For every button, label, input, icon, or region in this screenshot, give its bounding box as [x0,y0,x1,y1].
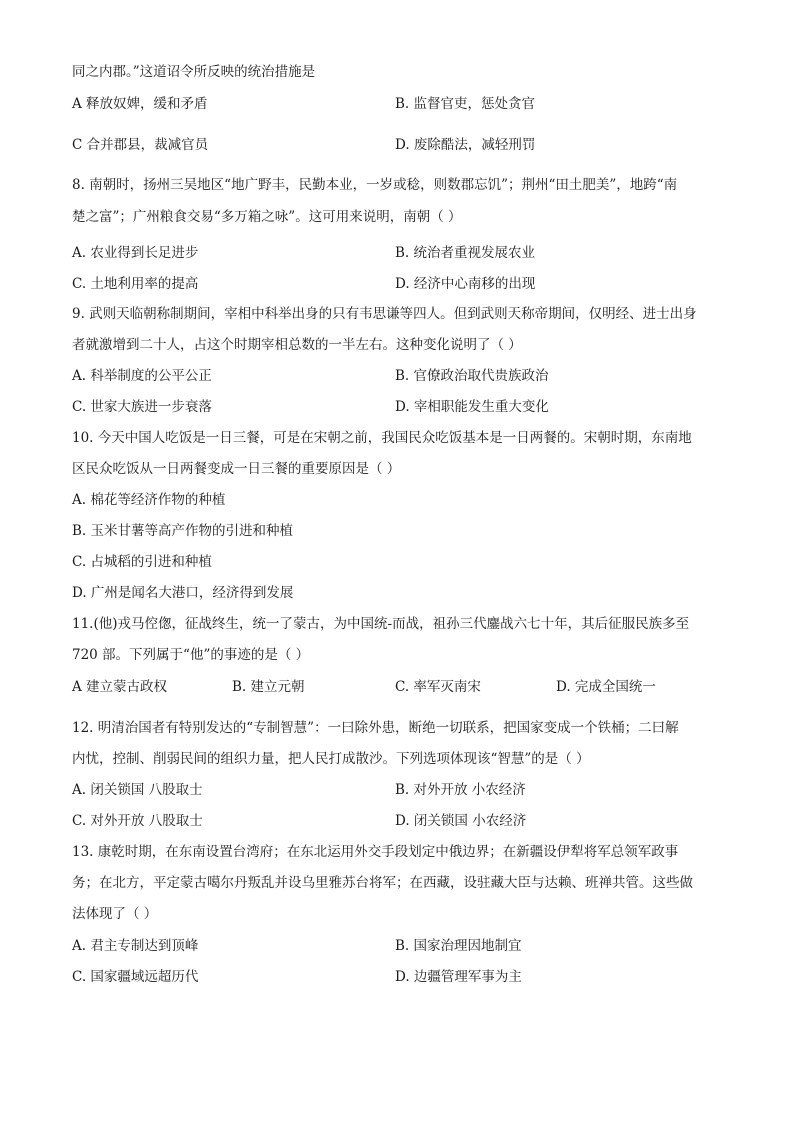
option-row [72,274,732,294]
option-a[interactable]: A. 科举制度的公平公正 [72,368,212,384]
option-row [72,811,732,831]
question-stem-line-3: 法体现了（ ） [72,906,158,922]
question-stem-line-2: 楚之富”；广州粮食交易“多万箱之咏”。这可用来说明，南朝（ ） [72,209,462,225]
option-b[interactable]: B. 玉米甘薯等高产作物的引进和种植 [72,523,294,539]
option-c[interactable]: C. 国家疆域远超历代 [72,969,199,985]
option-row [72,243,732,263]
option-b[interactable]: B. 官僚政治取代贵族政治 [395,368,549,384]
question-stem-line-2: 者就激增到二十人，占这个时期宰相总数的一半左右。这种变化说明了（ ） [72,337,522,353]
option-d[interactable]: D. 废除酷法，减轻刑罚 [395,137,536,153]
question-13 [72,842,732,987]
question-stem-line-2: 务；在北方，平定蒙古噶尔丹叛乱并设乌里雅苏台将军；在西藏，设驻藏大臣与达赖、班禅共管。这些做 [72,875,693,891]
question-stem-line-2: 区民众吃饭从一日两餐变成一日三餐的重要原因是（ ） [72,461,401,477]
question-8 [72,175,732,294]
option-b[interactable]: B. 统治者重视发展农业 [395,245,536,261]
option-a[interactable]: A. 棉花等经济作物的种植 [72,492,226,508]
option-c[interactable]: C. 世家大族进一步衰落 [72,399,212,415]
question-stem-line-1: 12. 明清治国者有特别发达的“专制智慧”：一曰除外患，断绝一切联系，把国家变成一个铁桶；二曰解 [72,720,679,736]
question-stem: 同之内郡。”这道诏令所反映的统治措施是 [72,64,316,80]
question-11 [72,614,732,697]
option-c[interactable]: C. 土地利用率的提高 [72,276,199,292]
question-stem-line-1: 11.(他)戎马倥偬，征战终生，统一了蒙古，为中国统-而战，祖孙三代鏖战六七十年，其后征服民族多至 [72,616,690,632]
option-row [72,677,732,697]
option-c[interactable]: C. 率军灭南宋 [395,679,481,695]
question-stem-line-2: 720 部。下列属于“他”的事迹的是（ ） [72,647,310,663]
option-c[interactable]: C. 占城稻的引进和种植 [72,554,212,570]
question-12 [72,718,732,831]
option-row [72,397,732,417]
option-row [72,135,732,155]
option-d[interactable]: D. 宰相职能发生重大变化 [395,399,549,415]
option-d[interactable]: D. 广州是闻名大港口，经济得到发展 [72,585,294,601]
question-10 [72,428,732,603]
option-c[interactable]: C 合并郡县，裁减官员 [72,137,209,153]
option-b[interactable]: B. 监督官吏，惩处贪官 [395,96,536,112]
option-row [72,94,732,114]
option-b[interactable]: B. 国家治理因地制宜 [395,938,522,954]
option-a[interactable]: A. 君主专制达到顶峰 [72,938,199,954]
option-a[interactable]: A. 闭关锁国 八股取士 [72,782,203,798]
option-d[interactable]: D. 完成全国统一 [556,679,656,695]
option-d[interactable]: D. 闭关锁国 小农经济 [395,813,527,829]
option-b[interactable]: B. 建立元朝 [232,679,305,695]
option-row [72,780,732,800]
question-stem-line-1: 8. 南朝时，扬州三吴地区“地广野丰，民勤本业，一岁或稔，则数郡忘饥”；荆州“田土肥美”，地跨“南 [72,177,678,193]
question-stem-line-1: 13. 康乾时期，在东南设置台湾府；在东北运用外交手段划定中俄边界；在新疆设伊犁将军总领军政事 [72,844,679,860]
option-a[interactable]: A 释放奴婢，缓和矛盾 [72,96,208,112]
option-a[interactable]: A. 农业得到长足进步 [72,245,199,261]
option-d[interactable]: D. 边疆管理军事为主 [395,969,522,985]
option-a[interactable]: A 建立蒙古政权 [72,679,168,695]
question-stem-line-1: 9. 武则天临朝称制期间，宰相中科举出身的只有韦思谦等四人。但到武则天称帝期间，仅明经、进士出身 [72,306,697,322]
question-9 [72,304,732,417]
option-row [72,936,732,956]
exam-page [72,62,732,987]
question-stem-line-2: 内忧，控制、削弱民间的组织力量，把人民打成散沙。下列选项体现该“智慧”的是（ ） [72,751,590,767]
question-stem-line-1: 10. 今天中国人吃饭是一日三餐，可是在宋朝之前，我国民众吃饭基本是一日两餐的。宋朝时期，东南地 [72,430,692,446]
option-c[interactable]: C. 对外开放 八股取士 [72,813,203,829]
option-d[interactable]: D. 经济中心南移的出现 [395,276,536,292]
option-row [72,366,732,386]
question-7 [72,62,732,155]
option-b[interactable]: B. 对外开放 小农经济 [395,782,526,798]
option-row [72,967,732,987]
